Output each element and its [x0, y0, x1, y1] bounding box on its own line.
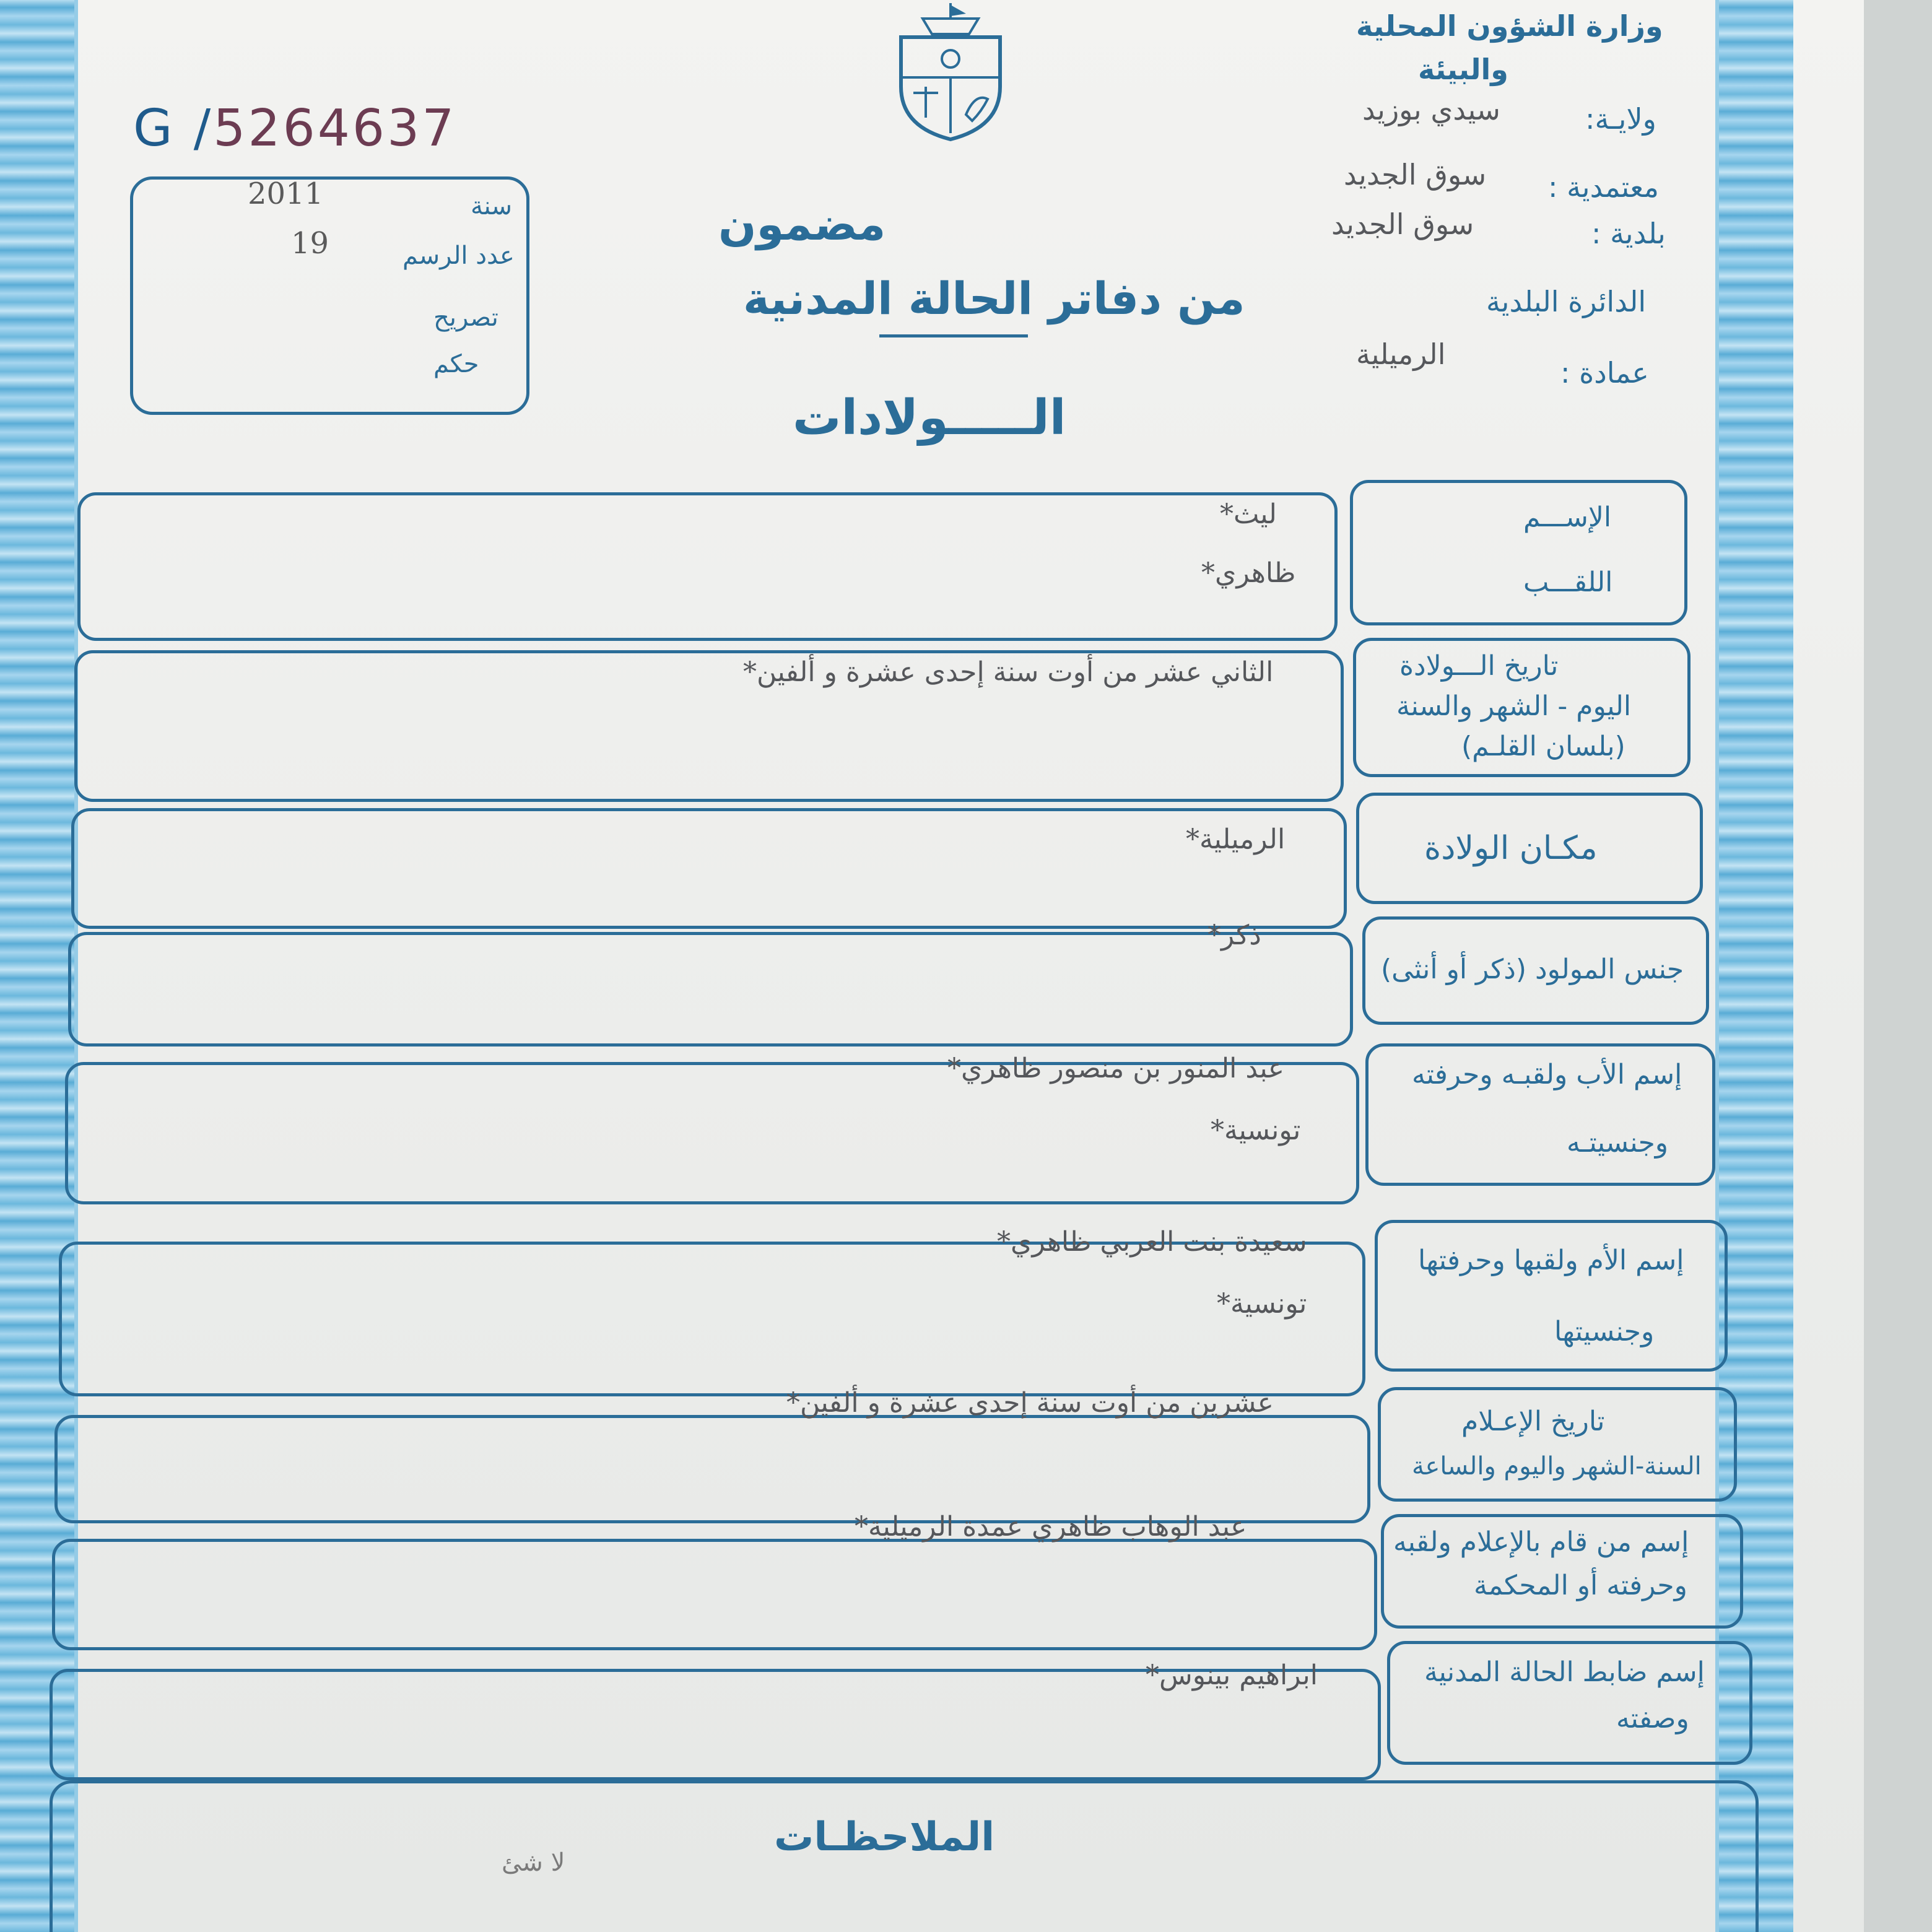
sector-value: الرميلية [1356, 337, 1446, 371]
birth-date-value: الثاني عشر من أوت سنة إحدى عشرة و ألفين* [743, 656, 1274, 688]
sector-label: عمادة : [1560, 356, 1649, 389]
judgment-label: حكم [433, 350, 479, 378]
municipality-value: سوق الجديد [1331, 207, 1474, 241]
declaration-date-label: تاريخ الإعـلام [1461, 1406, 1605, 1437]
first-name-label: الإســـم [1523, 502, 1612, 533]
declarant-label: إسم من قام بالإعلام ولقبه [1393, 1526, 1689, 1558]
mother-value-box [59, 1242, 1365, 1396]
father-nationality-value: تونسية* [1211, 1115, 1301, 1146]
declarant-value-box [52, 1539, 1377, 1650]
municipal-district-label: الدائرة البلدية [1486, 285, 1647, 318]
name-value-box [77, 492, 1338, 641]
registry-box [130, 176, 529, 415]
registrar-label: إسم ضابط الحالة المدنية [1424, 1656, 1705, 1688]
registrar-value: ابراهيم بينوس* [1146, 1660, 1318, 1691]
declaration-label: تصريح [433, 303, 498, 332]
birth-date-label: تاريخ الـــولادة [1399, 650, 1559, 682]
notes-value: لا شئ [502, 1848, 565, 1877]
sex-value-box [68, 932, 1353, 1046]
birth-date-sublabel: اليوم - الشهر والسنة [1396, 690, 1632, 722]
first-name-value: ليث* [1220, 498, 1277, 530]
governorate-value: سيدي بوزيد [1362, 93, 1500, 126]
father-nationality-label: وجنسيتـه [1567, 1127, 1669, 1159]
mother-label-box [1375, 1220, 1728, 1372]
document-title: مضمون [718, 198, 886, 250]
declaration-date-value: عشرين من أوت سنة إحدى عشرة و ألفين* [786, 1387, 1274, 1419]
record-number-value: 19 [291, 226, 329, 261]
birth-place-value: الرميلية* [1186, 824, 1286, 855]
father-label: إسم الأب ولقبـه وحرفته [1412, 1059, 1682, 1090]
year-value: 2011 [248, 176, 324, 211]
registrar-sublabel: وصفته [1616, 1703, 1689, 1734]
title-underline [879, 334, 1028, 337]
declarant-sublabel: وحرفته أو المحكمة [1474, 1570, 1687, 1601]
sex-label: جنس المولود (ذكر أو أنثى) [1381, 954, 1684, 985]
serial-number: G /5264637 [133, 99, 457, 158]
declaration-date-label-box [1378, 1387, 1737, 1502]
birth-place-value-box [71, 808, 1347, 929]
coat-of-arms-emblem [889, 0, 1012, 142]
declaration-date-sublabel: السنة-الشهر واليوم والساعة [1412, 1452, 1702, 1481]
mother-name-value: سعيدة بنت العربي ظاهري* [997, 1226, 1307, 1258]
name-label-box [1350, 480, 1687, 625]
surname-value: ظاهري* [1201, 557, 1296, 589]
father-name-value: عبد المنور بن منصور ظاهري* [947, 1053, 1284, 1084]
declaration-date-value-box [54, 1415, 1370, 1523]
notes-title: الملاحظـات [774, 1814, 995, 1860]
ministry-line-1: وزارة الشؤون المحلية [1356, 9, 1663, 43]
document-subtitle: من دفاتر الحالة المدنية [743, 272, 1245, 324]
municipality-label: بلدية : [1591, 217, 1666, 250]
ministry-line-2: والبيئة [1418, 53, 1508, 86]
mother-nationality-label: وجنسيتها [1554, 1316, 1655, 1347]
mother-label: إسم الأم ولقبها وحرفتها [1418, 1245, 1684, 1276]
delegation-label: معتمدية : [1548, 170, 1660, 204]
year-label: سنة [471, 192, 513, 220]
sex-value: ذكر* [1208, 920, 1261, 951]
governorate-label: ولايـة: [1585, 102, 1656, 136]
section-title: الـــــولادات [793, 390, 1066, 446]
declarant-value: عبد الوهاب ظاهري عمدة الرميلية* [855, 1511, 1247, 1543]
birth-place-label: مكـان الولادة [1424, 830, 1598, 867]
birth-date-note: (بلسان القلـم) [1461, 731, 1625, 762]
mother-nationality-value: تونسية* [1217, 1288, 1307, 1320]
record-number-label: عدد الرسم [402, 242, 515, 270]
surname-label: اللقـــب [1523, 567, 1613, 598]
delegation-value: سوق الجديد [1344, 158, 1487, 191]
